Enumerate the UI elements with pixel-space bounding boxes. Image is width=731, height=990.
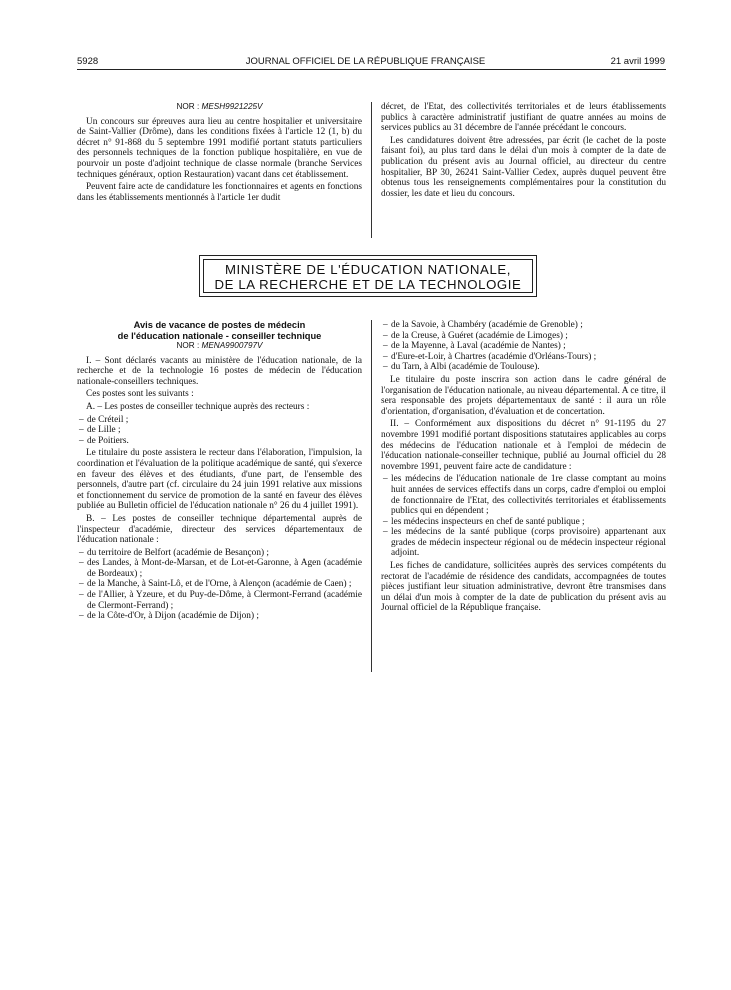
list-item: – de la Mayenne, à Laval (académie de Nantes) ; <box>383 341 566 352</box>
candidate-list <box>381 474 666 559</box>
list-item: – les médecins de l'éducation nationale de 1re classe comptant au moins huit années de services effectifs dans un corps, cadre d'emploi ou emploi de fonctionnaire de l'Etat, des collectivités territoriales et établissements publics qui en dépendent ; <box>383 474 666 517</box>
paragraph: Un concours sur épreuves aura lieu au centre hospitalier et universitaire de Saint-Vallier (Drôme), dans les conditions fixées à l'article 12 (1, b) du décret n° 91-868 du 5 septembre 1991 modifié portant statuts particuliers des personnels techniques de la fonction publique hospitalière, en vue de pourvoir un poste d'adjoint technique de classe normale (branche Services techniques généraux, option Restauration) vacant dans cet établissement. <box>77 116 362 180</box>
list-item: – de la Manche, à Saint-Lô, et de l'Orne, à Alençon (académie de Caen) ; <box>79 579 352 590</box>
notice1-right-column <box>381 102 666 201</box>
list-item: – des Landes, à Mont-de-Marsan, et de Lot-et-Garonne, à Agen (académie de Bordeaux) ; <box>79 558 362 579</box>
ministry-heading-box <box>199 255 537 297</box>
paragraph: Les candidatures doivent être adressées, par écrit (le cachet de la poste faisant foi), au plus tard dans le délai d'un mois à compter de la date de publication du présent avis au Journal officiel, au directeur du centre hospitalier, BP 30, 26241 Saint-Vallier Cedex, auprès duquel peuvent être obtenus tous les renseignements complémentaires pour la constitution du dossier, les date et lieu du concours. <box>381 135 666 199</box>
department-list <box>77 548 362 622</box>
department-list-continued <box>381 320 666 373</box>
notice2-left-column <box>77 320 362 624</box>
paragraph: II. – Conformément aux dispositions du décret n° 91-1195 du 27 novembre 1991 modifié portant dispositions statutaires applicables au corps des médecins de l'éducation nationale et à l'emploi de médecin de l'éducation nationale-conseiller technique, publié au Journal officiel du 28 novembre 1991, peuvent faire acte de candidature : <box>381 419 666 472</box>
ministry-line-2: DE LA RECHERCHE ET DE LA TECHNOLOGIE <box>214 277 522 292</box>
list-item: – du Tarn, à Albi (académie de Toulouse). <box>383 362 540 373</box>
nor-reference: MENA9900797V <box>201 341 263 350</box>
list-item: – d'Eure-et-Loir, à Chartres (académie d'Orléans-Tours) ; <box>383 351 597 362</box>
list-item: – de Poitiers. <box>79 435 129 446</box>
paragraph: I. – Sont déclarés vacants au ministère de l'éducation nationale, de la recherche et de la technologie 16 postes de médecin de l'éducation nationale-conseillers techniques. <box>77 355 362 387</box>
issue-date: 21 avril 1999 <box>610 56 665 67</box>
list-item: – les médecins de la santé publique (corps provisoire) appartenant aux grades de médecin inspecteur régional ou de médecin inspecteur régional adjoint. <box>383 527 666 559</box>
paragraph: A. – Les postes de conseiller technique auprès des recteurs : <box>86 401 310 412</box>
paragraph: Le titulaire du poste assistera le recteur dans l'élaboration, l'impulsion, la coordination et l'évaluation de la politique académique de santé, qui s'exerce en faveur des élèves et des étudiants, d'une part, de l'ensemble des personnels, d'autre part (cf. circulaire du 24 juin 1991 relative aux missions et fonctionnement du service de promotion de la santé en faveur des élèves publiée au Bulletin officiel de l'éducation nationale n° 26 du 4 juillet 1991). <box>77 448 362 512</box>
list-item: – de l'Allier, à Yzeure, et du Puy-de-Dôme, à Clermont-Ferrand (académie de Clermont-Ferrand) ; <box>79 590 362 611</box>
paragraph: B. – Les postes de conseiller technique départemental auprès de l'inspecteur d'académie, directeur des services départementaux de l'éducation nationale : <box>77 513 362 546</box>
journal-title: JOURNAL OFFICIEL DE LA RÉPUBLIQUE FRANÇAISE <box>245 56 486 67</box>
nor-label: NOR : <box>176 102 200 111</box>
rector-list <box>77 415 362 447</box>
page-number: 5928 <box>77 56 99 67</box>
ministry-line-1: MINISTÈRE DE L'ÉDUCATION NATIONALE, <box>224 262 512 277</box>
list-item: – de Lille ; <box>79 425 121 436</box>
notice2-nor <box>77 341 362 352</box>
paragraph: Peuvent faire acte de candidature les fonctionnaires et agents en fonctions dans les établissements mentionnés à l'article 1er dudit <box>77 182 362 203</box>
list-item: – de la Côte-d'Or, à Dijon (académie de Dijon) ; <box>79 611 259 622</box>
notice1-nor <box>77 102 362 113</box>
list-item: – de Créteil ; <box>79 414 129 425</box>
list-item: – du territoire de Belfort (académie de Besançon) ; <box>79 547 269 558</box>
notice-title-line: de l'éducation nationale - conseiller technique <box>117 330 322 341</box>
notice-title <box>77 320 362 341</box>
notice1-left-column <box>77 102 362 205</box>
list-item: – de la Savoie, à Chambéry (académie de Grenoble) ; <box>383 320 583 330</box>
paragraph: Ces postes sont les suivants : <box>86 389 194 400</box>
paragraph: Les fiches de candidature, sollicitées auprès des services compétents du rectorat de l'académie de résidence des candidats, accompagnées de toutes pièces justifiant leur situation administrative, devront être transmises dans un délai d'un mois à compter de la date de publication du présent avis au Journal officiel de la République française. <box>381 561 666 614</box>
column-separator <box>371 320 372 672</box>
paragraph: Le titulaire du poste inscrira son action dans le cadre général de l'organisation de l'éducation nationale, au niveau départemental. A ce titre, il sera responsable des projets départementaux de santé : il aura un rôle d'orientation, d'organisation, d'évaluation et de concertation. <box>381 374 666 417</box>
list-item: – les médecins inspecteurs en chef de santé publique ; <box>383 516 585 527</box>
notice-title-line: Avis de vacance de postes de médecin <box>133 320 306 330</box>
paragraph: décret, de l'Etat, des collectivités territoriales et de leurs établissements publics à caractère administratif justifiant de quatre années au moins de services publics au 31 décembre de l'année précédant le concours. <box>381 102 666 134</box>
header-rule <box>77 69 666 70</box>
column-separator <box>371 102 372 238</box>
nor-reference: MESH9921225V <box>201 102 263 111</box>
nor-label: NOR : <box>176 341 200 350</box>
notice2-right-column <box>381 320 666 616</box>
list-item: – de la Creuse, à Guéret (académie de Limoges) ; <box>383 330 568 341</box>
